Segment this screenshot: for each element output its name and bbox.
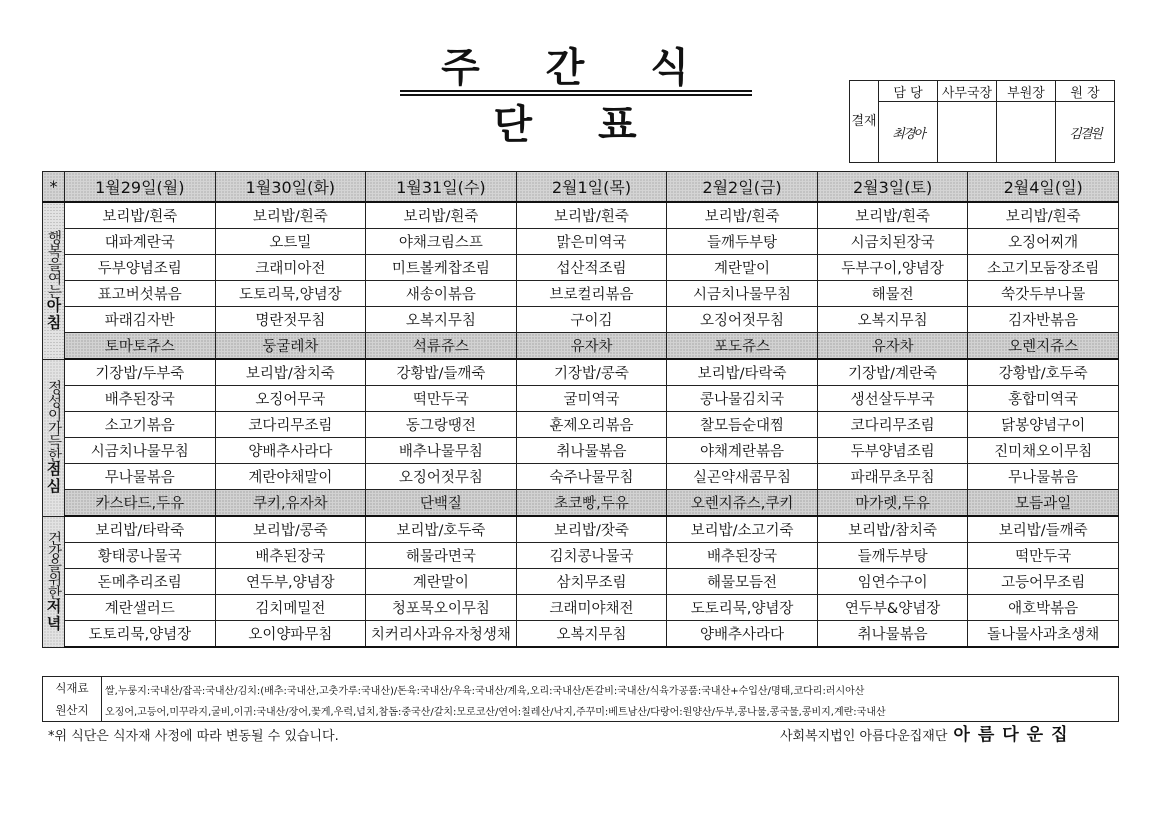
dinner-row [43, 543, 1119, 569]
dinner-section-name: 저녁 [44, 598, 63, 633]
lunch-menu-cell: 보리밥/참치죽 [215, 359, 366, 386]
breakfast-menu-cell: 보리밥/흰죽 [366, 202, 517, 229]
lunch-menu-cell: 생선살두부국 [817, 386, 968, 412]
day-header-sun: 2월4일(일) [968, 172, 1119, 203]
lunch-menu-cell: 기장밥/계란죽 [817, 359, 968, 386]
lunch-menu-cell: 무나물볶음 [968, 464, 1119, 490]
dinner-menu-cell: 보리밥/타락죽 [65, 516, 216, 543]
breakfast-menu-cell: 소고기모둠장조림 [968, 255, 1119, 281]
dinner-menu-cell: 보리밥/잣죽 [516, 516, 667, 543]
breakfast-menu-cell: 새송이볶음 [366, 281, 517, 307]
breakfast-menu-cell: 크래미아전 [215, 255, 366, 281]
breakfast-menu-cell: 보리밥/흰죽 [516, 202, 667, 229]
dinner-menu-cell: 해물라면국 [366, 543, 517, 569]
breakfast-menu-cell: 섭산적조림 [516, 255, 667, 281]
lunch-menu-cell: 취나물볶음 [516, 438, 667, 464]
day-header-fri: 2월2일(금) [667, 172, 818, 203]
lunch-menu-cell: 닭봉양념구이 [968, 412, 1119, 438]
dinner-menu-cell: 연두부,양념장 [215, 569, 366, 595]
breakfast-row [43, 333, 1119, 360]
lunch-menu-cell: 실곤약새콤무침 [667, 464, 818, 490]
lunch-snack-cell: 카스타드,두유 [65, 490, 216, 517]
signature-secretary [938, 102, 997, 163]
approval-header-director: 원 장 [1056, 81, 1115, 102]
lunch-section-label [43, 359, 65, 516]
breakfast-menu-cell: 보리밥/흰죽 [215, 202, 366, 229]
breakfast-menu-cell: 야채크림스프 [366, 229, 517, 255]
breakfast-menu-cell: 오복지무침 [366, 307, 517, 333]
weekly-menu-table [42, 171, 1119, 648]
dinner-row [43, 516, 1119, 543]
breakfast-menu-cell: 오징어찌개 [968, 229, 1119, 255]
lunch-snack-cell: 모듬과일 [968, 490, 1119, 517]
lunch-snack-cell: 단백질 [366, 490, 517, 517]
breakfast-menu-cell: 보리밥/흰죽 [667, 202, 818, 229]
lunch-snack-cell: 쿠키,유자차 [215, 490, 366, 517]
breakfast-menu-cell: 구이김 [516, 307, 667, 333]
lunch-snack-cell: 초코빵,두유 [516, 490, 667, 517]
breakfast-menu-cell: 두부구이,양념장 [817, 255, 968, 281]
day-header-sat: 2월3일(토) [817, 172, 968, 203]
breakfast-menu-cell: 들깨두부탕 [667, 229, 818, 255]
lunch-row [43, 386, 1119, 412]
lunch-menu-cell: 배추된장국 [65, 386, 216, 412]
dinner-menu-cell: 임연수구이 [817, 569, 968, 595]
day-header-wed: 1월31일(수) [366, 172, 517, 203]
lunch-menu-cell: 떡만두국 [366, 386, 517, 412]
breakfast-snack-cell: 포도쥬스 [667, 333, 818, 360]
breakfast-menu-cell: 해물전 [817, 281, 968, 307]
breakfast-menu-cell: 계란말이 [667, 255, 818, 281]
origin-label-top: 식재료 [55, 681, 89, 695]
breakfast-menu-cell: 도토리묵,양념장 [215, 281, 366, 307]
lunch-menu-cell: 홍합미역국 [968, 386, 1119, 412]
dinner-menu-cell: 양배추사라다 [667, 621, 818, 648]
breakfast-menu-cell: 보리밥/흰죽 [65, 202, 216, 229]
dinner-menu-cell: 김치메밀전 [215, 595, 366, 621]
lunch-section-name: 점심 [44, 461, 63, 495]
breakfast-snack-cell: 석류쥬스 [366, 333, 517, 360]
breakfast-menu-cell: 표고버섯볶음 [65, 281, 216, 307]
foundation-name-small: 사회복지법인 아름다운집재단 [780, 729, 948, 744]
page-title: 주 간 식 단 표 [441, 44, 715, 148]
origin-label [43, 677, 102, 721]
ingredient-origin-box [42, 676, 1119, 722]
lunch-row [43, 438, 1119, 464]
breakfast-menu-cell: 미트볼케찹조림 [366, 255, 517, 281]
dinner-menu-cell: 고등어무조림 [968, 569, 1119, 595]
approval-box [849, 80, 1115, 163]
breakfast-menu-cell: 보리밥/흰죽 [968, 202, 1119, 229]
day-header-thu: 2월1일(목) [516, 172, 667, 203]
dinner-menu-cell: 크래미야채전 [516, 595, 667, 621]
signature-vice-director [997, 102, 1056, 163]
dinner-menu-cell: 배추된장국 [215, 543, 366, 569]
lunch-menu-cell: 오징어젓무침 [366, 464, 517, 490]
dinner-menu-cell: 계란말이 [366, 569, 517, 595]
breakfast-menu-cell: 시금치나물무침 [667, 281, 818, 307]
dinner-menu-cell: 황태콩나물국 [65, 543, 216, 569]
lunch-menu-cell: 배추나물무침 [366, 438, 517, 464]
dinner-row [43, 595, 1119, 621]
dinner-menu-cell: 청포묵오이무침 [366, 595, 517, 621]
lunch-row [43, 359, 1119, 386]
dinner-row [43, 621, 1119, 648]
dinner-menu-cell: 돌나물사과초생채 [968, 621, 1119, 648]
lunch-menu-cell: 파래무초무침 [817, 464, 968, 490]
dinner-menu-cell: 도토리묵,양념장 [65, 621, 216, 648]
breakfast-row [43, 229, 1119, 255]
breakfast-menu-cell: 오징어젓무침 [667, 307, 818, 333]
lunch-menu-cell: 강황밥/들깨죽 [366, 359, 517, 386]
lunch-menu-cell: 소고기볶음 [65, 412, 216, 438]
breakfast-menu-cell: 보리밥/흰죽 [817, 202, 968, 229]
lunch-snack-cell: 마가렛,두유 [817, 490, 968, 517]
breakfast-row [43, 255, 1119, 281]
lunch-row [43, 412, 1119, 438]
lunch-section-subtitle: 정성이가득한 [45, 380, 62, 461]
breakfast-row [43, 281, 1119, 307]
menu-body [43, 202, 1119, 647]
dinner-menu-cell: 취나물볶음 [817, 621, 968, 648]
lunch-menu-cell: 굴미역국 [516, 386, 667, 412]
breakfast-menu-cell: 맑은미역국 [516, 229, 667, 255]
lunch-menu-cell: 숙주나물무침 [516, 464, 667, 490]
breakfast-section-name: 아침 [44, 297, 63, 332]
dinner-menu-cell: 보리밥/참치죽 [817, 516, 968, 543]
lunch-menu-cell: 찰모듬순대찜 [667, 412, 818, 438]
dinner-menu-cell: 보리밥/콩죽 [215, 516, 366, 543]
lunch-row [43, 464, 1119, 490]
lunch-menu-cell: 동그랑땡전 [366, 412, 517, 438]
dinner-menu-cell: 도토리묵,양념장 [667, 595, 818, 621]
foundation-name [780, 720, 1076, 745]
dinner-menu-cell: 치커리사과유자청생채 [366, 621, 517, 648]
lunch-menu-cell: 강황밥/호두죽 [968, 359, 1119, 386]
dinner-menu-cell: 삼치무조림 [516, 569, 667, 595]
dinner-menu-cell: 보리밥/들깨죽 [968, 516, 1119, 543]
lunch-menu-cell: 보리밥/타락죽 [667, 359, 818, 386]
breakfast-snack-cell: 유자차 [516, 333, 667, 360]
approval-header-manager: 담 당 [879, 81, 938, 102]
breakfast-snack-cell: 토마토쥬스 [65, 333, 216, 360]
dinner-menu-cell: 김치콩나물국 [516, 543, 667, 569]
dinner-menu-cell: 애호박볶음 [968, 595, 1119, 621]
origin-line-1: 쌀,누룽지:국내산/잡곡:국내산/김치:(배추:국내산,고춧가루:국내산)/돈육:국내산/우육:국내산/계육,오리:국내산/돈갈비:국내산/식육가공품:국내산+수입산/명태,코다리:러시아산 [105, 686, 865, 697]
title-underline-1 [400, 90, 752, 92]
approval-header-vice-director: 부원장 [997, 81, 1056, 102]
breakfast-menu-cell: 대파계란국 [65, 229, 216, 255]
approval-label: 결재 [850, 81, 879, 163]
day-header-mon: 1월29일(월) [65, 172, 216, 203]
breakfast-menu-cell: 시금치된장국 [817, 229, 968, 255]
dinner-menu-cell: 들깨두부탕 [817, 543, 968, 569]
signature-manager: 최경아 [879, 102, 938, 163]
lunch-menu-cell: 시금치나물무침 [65, 438, 216, 464]
lunch-menu-cell: 진미채오이무침 [968, 438, 1119, 464]
lunch-menu-cell: 기장밥/두부죽 [65, 359, 216, 386]
dinner-menu-cell: 떡만두국 [968, 543, 1119, 569]
breakfast-menu-cell: 명란젓무침 [215, 307, 366, 333]
breakfast-menu-cell: 오트밀 [215, 229, 366, 255]
breakfast-section-subtitle: 행복을여는 [45, 230, 62, 298]
lunch-snack-cell: 오렌지쥬스,쿠키 [667, 490, 818, 517]
dinner-menu-cell: 배추된장국 [667, 543, 818, 569]
dinner-menu-cell: 연두부&양념장 [817, 595, 968, 621]
lunch-row [43, 490, 1119, 517]
breakfast-menu-cell: 쑥갓두부나물 [968, 281, 1119, 307]
dinner-menu-cell: 돈메추리조림 [65, 569, 216, 595]
lunch-menu-cell: 코다리무조림 [215, 412, 366, 438]
breakfast-menu-cell: 파래김자반 [65, 307, 216, 333]
lunch-menu-cell: 기장밥/콩죽 [516, 359, 667, 386]
dinner-menu-cell: 해물모듬전 [667, 569, 818, 595]
foundation-name-big: 아름다운집 [953, 725, 1076, 745]
lunch-menu-cell: 콩나물김치국 [667, 386, 818, 412]
breakfast-row [43, 307, 1119, 333]
lunch-menu-cell: 무나물볶음 [65, 464, 216, 490]
dinner-section-subtitle: 건강을위한 [45, 530, 62, 599]
dinner-menu-cell: 보리밥/소고기죽 [667, 516, 818, 543]
breakfast-menu-cell: 두부양념조림 [65, 255, 216, 281]
dinner-section-label [43, 516, 65, 647]
dinner-menu-cell: 보리밥/호두죽 [366, 516, 517, 543]
breakfast-snack-cell: 오렌지쥬스 [968, 333, 1119, 360]
origin-line-2: 오징어,고등어,미꾸라지,굴비,이귀:국내산/장어,꽃게,우럭,넙치,참돔:중국산/갈치:모로코산/연어:칠레산/낙지,주꾸미:베트남산/다랑어:원양산/두부,콩나물,콩국물,콩비지,계란:국내산 [105, 707, 886, 718]
breakfast-section-label [43, 202, 65, 359]
breakfast-row [43, 202, 1119, 229]
corner-cell: * [43, 172, 65, 203]
lunch-menu-cell: 계란야채말이 [215, 464, 366, 490]
signature-director: 김결원 [1056, 102, 1115, 163]
day-header-tue: 1월30일(화) [215, 172, 366, 203]
approval-header-secretary: 사무국장 [938, 81, 997, 102]
breakfast-menu-cell: 오복지무침 [817, 307, 968, 333]
breakfast-snack-cell: 둥굴레차 [215, 333, 366, 360]
title-underline-2 [400, 94, 752, 96]
lunch-menu-cell: 오징어무국 [215, 386, 366, 412]
lunch-menu-cell: 양배추사라다 [215, 438, 366, 464]
dinner-menu-cell: 오복지무침 [516, 621, 667, 648]
lunch-menu-cell: 훈제오리볶음 [516, 412, 667, 438]
origin-label-bottom: 원산지 [55, 703, 89, 717]
breakfast-menu-cell: 브로컬리볶음 [516, 281, 667, 307]
lunch-menu-cell: 야채계란볶음 [667, 438, 818, 464]
lunch-menu-cell: 두부양념조림 [817, 438, 968, 464]
dinner-menu-cell: 오이양파무침 [215, 621, 366, 648]
breakfast-snack-cell: 유자차 [817, 333, 968, 360]
lunch-menu-cell: 코다리무조림 [817, 412, 968, 438]
menu-change-note: *위 식단은 식자재 사정에 따라 변동될 수 있습니다. [48, 729, 339, 744]
dinner-row [43, 569, 1119, 595]
day-header-row [43, 172, 1119, 203]
dinner-menu-cell: 계란샐러드 [65, 595, 216, 621]
breakfast-menu-cell: 김자반볶음 [968, 307, 1119, 333]
